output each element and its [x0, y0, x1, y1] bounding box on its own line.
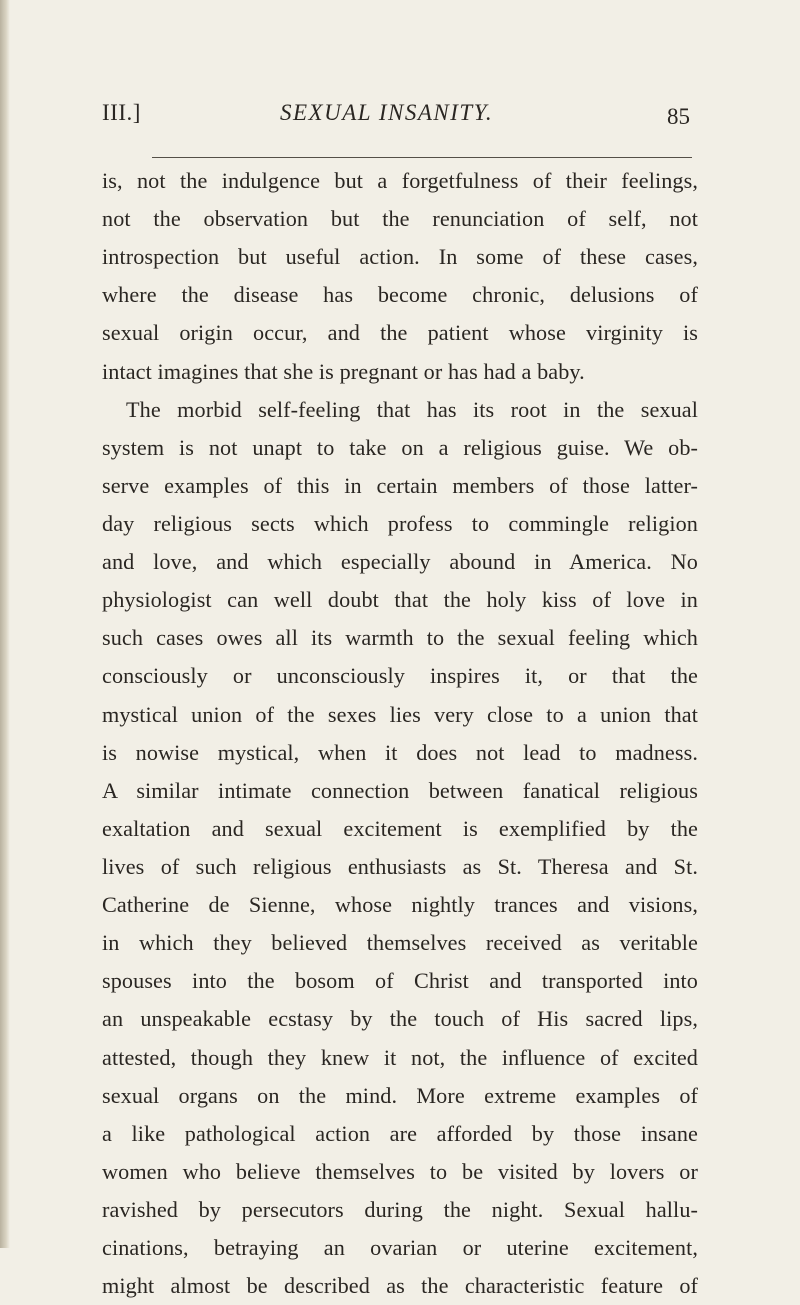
text-line: sexual organs on the mind. More extreme examples of: [102, 1082, 698, 1108]
text-line: day religious sects which profess to commingle religion: [102, 510, 698, 536]
text-line: mystical union of the sexes lies very close to a union that: [102, 701, 698, 727]
running-title: SEXUAL INSANITY.: [280, 100, 494, 125]
text-line: serve examples of this in certain members of those latter-: [102, 472, 698, 498]
text-line: ravished by persecutors during the night. Sexual hallu-: [102, 1196, 698, 1222]
header-rule: [152, 157, 692, 158]
text-line: spouses into the bosom of Christ and transported into: [102, 968, 698, 994]
body-text: [102, 162, 698, 1305]
text-line: attested, though they knew it not, the influence of excited: [102, 1044, 698, 1070]
text-line: introspection but useful action. In some of these cases,: [102, 244, 698, 270]
text-line: in which they believed themselves received as veritable: [102, 930, 698, 956]
text-line: Catherine de Sienne, whose nightly trances and visions,: [102, 892, 698, 918]
text-line: such cases owes all its warmth to the sexual feeling which: [102, 625, 698, 651]
text-line: where the disease has become chronic, delusions of: [102, 282, 698, 308]
text-line: intact imagines that she is pregnant or has had a baby.: [102, 358, 585, 384]
text-line: A similar intimate connection between fanatical religious: [102, 777, 698, 803]
text-line: consciously or unconsciously inspires it, or that the: [102, 663, 698, 689]
text-line: might almost be described as the characteristic feature of: [102, 1273, 698, 1299]
text-line: not the observation but the renunciation of self, not: [102, 206, 698, 232]
text-line: is nowise mystical, when it does not lead to madness.: [102, 739, 698, 765]
text-line: a like pathological action are afforded by those insane: [102, 1120, 698, 1146]
text-line: system is not unapt to take on a religious guise. We ob-: [102, 434, 698, 460]
text-line: cinations, betraying an ovarian or uterine excitement,: [102, 1235, 698, 1261]
text-line: is, not the indulgence but a forgetfulness of their feelings,: [102, 168, 698, 193]
text-line: an unspeakable ecstasy by the touch of His sacred lips,: [102, 1006, 698, 1032]
page-number: 85: [667, 104, 690, 129]
text-line: and love, and which especially abound in America. No: [102, 549, 698, 575]
text-line: lives of such religious enthusiasts as St. Theresa and St.: [102, 853, 698, 879]
running-head: [102, 96, 698, 132]
text-line: women who believe themselves to be visited by lovers or: [102, 1158, 698, 1184]
paragraph-start-line: The morbid self-feeling that has its root in the sexual: [126, 396, 698, 422]
text-line: exaltation and sexual excitement is exemplified by the: [102, 815, 698, 841]
text-line: physiologist can well doubt that the holy kiss of love in: [102, 587, 698, 613]
chapter-marker: III.]: [102, 100, 141, 125]
text-line: sexual origin occur, and the patient whose virginity is: [102, 320, 698, 346]
